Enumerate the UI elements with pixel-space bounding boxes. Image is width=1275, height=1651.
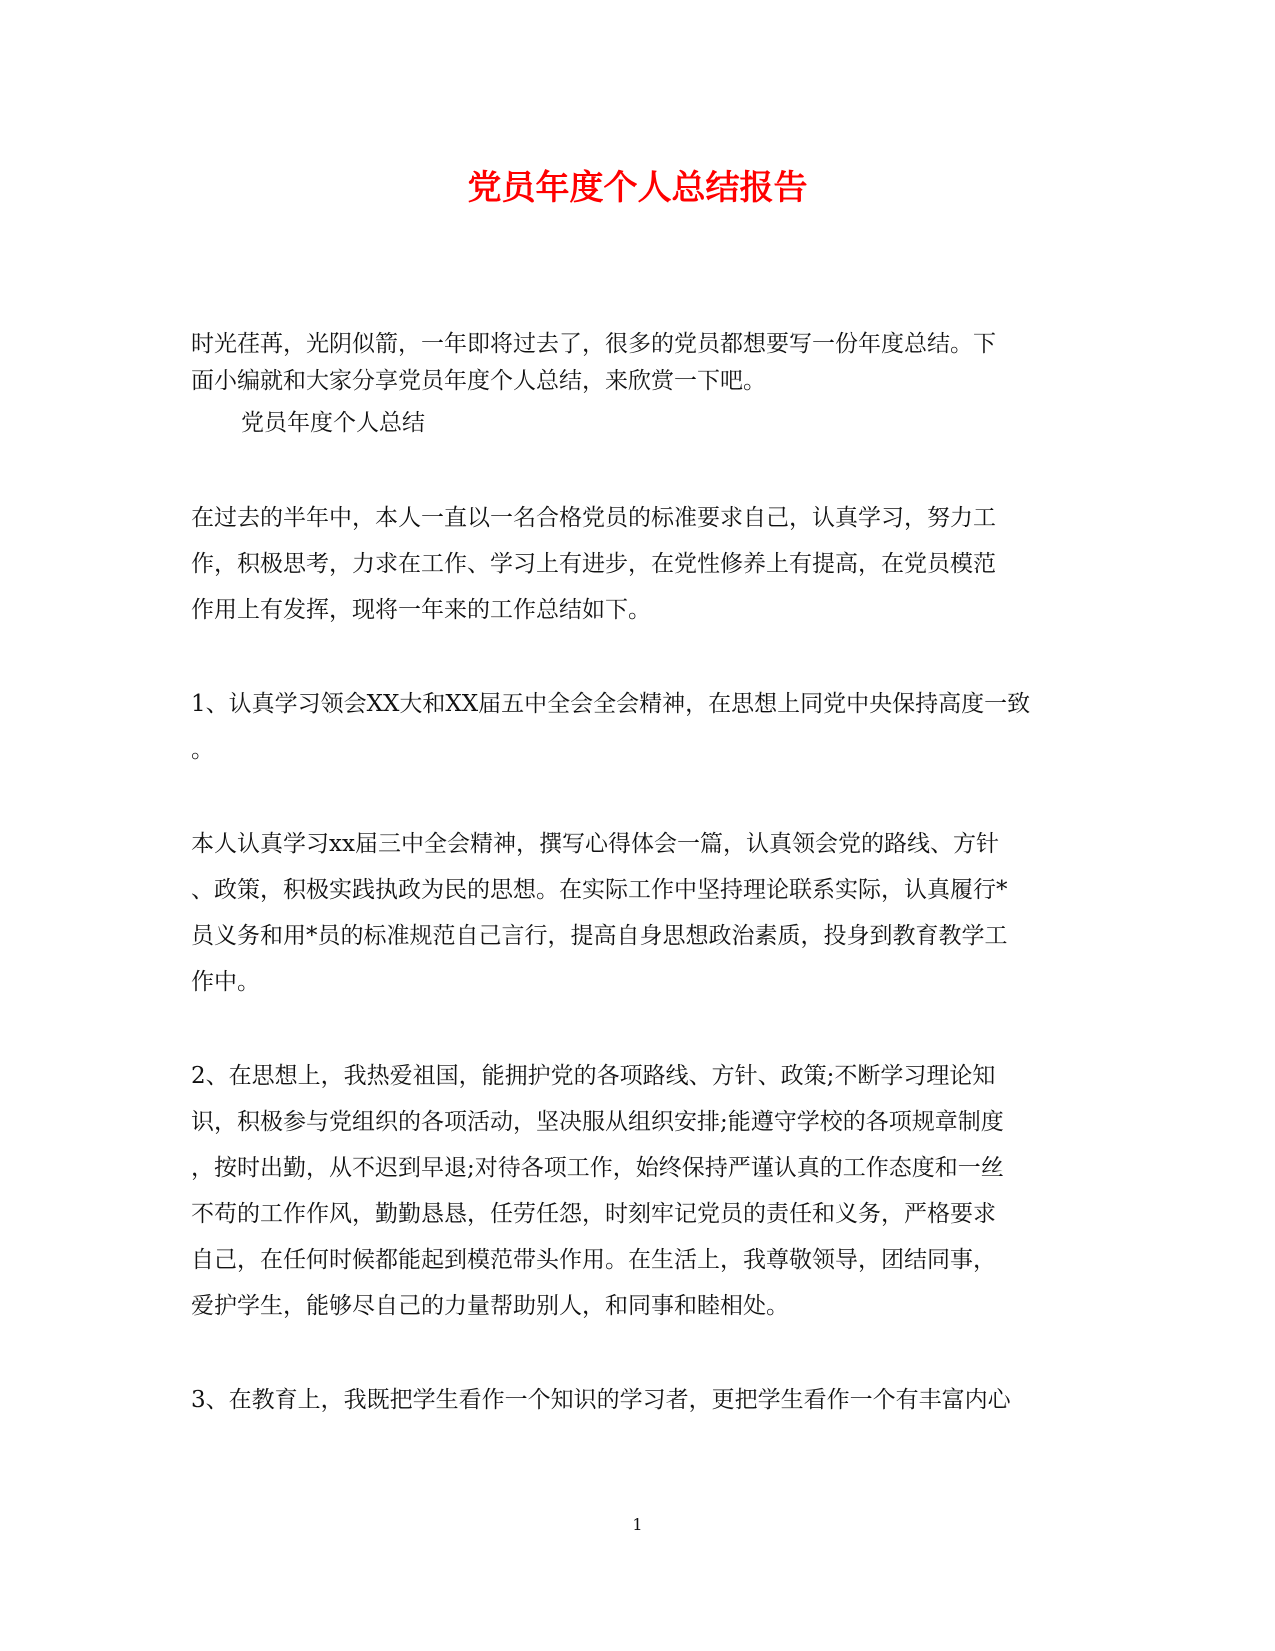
- section-heading: 党员年度个人总结: [241, 410, 425, 436]
- body-line: 2、在思想上，我热爱祖国，能拥护党的各项路线、方针、政策;不断学习理论知: [191, 1063, 996, 1089]
- body-line: 1、认真学习领会XX大和XX届五中全会全会精神，在思想上同党中央保持高度一致: [191, 691, 1031, 717]
- body-line: 作用上有发挥，现将一年来的工作总结如下。: [191, 597, 651, 623]
- body-line: 作，积极思考，力求在工作、学习上有进步，在党性修养上有提高，在党员模范: [191, 551, 996, 577]
- body-line: 自己，在任何时候都能起到模范带头作用。在生活上，我尊敬领导，团结同事，: [191, 1247, 996, 1273]
- document-title: 党员年度个人总结报告: [467, 168, 808, 208]
- body-line: 员义务和用*员的标准规范自己言行，提高自身思想政治素质，投身到教育教学工: [191, 923, 1008, 949]
- body-line: ，按时出勤，从不迟到早退;对待各项工作，始终保持严谨认真的工作态度和一丝: [191, 1155, 1004, 1181]
- body-line: 在过去的半年中，本人一直以一名合格党员的标准要求自己，认真学习，努力工: [191, 505, 996, 531]
- page-number: 1: [632, 1515, 643, 1534]
- body-line: 面小编就和大家分享党员年度个人总结，来欣赏一下吧。: [191, 368, 766, 394]
- body-line: 不苟的工作作风，勤勤恳恳，任劳任怨，时刻牢记党员的责任和义务，严格要求: [191, 1201, 996, 1227]
- body-line: 识，积极参与党组织的各项活动，坚决服从组织安排;能遵守学校的各项规章制度: [191, 1109, 1004, 1135]
- body-line: 3、在教育上，我既把学生看作一个知识的学习者，更把学生看作一个有丰富内心: [191, 1387, 1011, 1413]
- body-line: 爱护学生，能够尽自己的力量帮助别人，和同事和睦相处。: [191, 1293, 789, 1319]
- body-line: 时光荏苒，光阴似箭，一年即将过去了，很多的党员都想要写一份年度总结。下: [191, 331, 996, 357]
- body-line: 本人认真学习xx届三中全会精神，撰写心得体会一篇，认真领会党的路线、方针: [191, 831, 999, 857]
- body-line: 作中。: [191, 969, 260, 995]
- body-line: 、政策，积极实践执政为民的思想。在实际工作中坚持理论联系实际，认真履行*: [191, 877, 1008, 903]
- body-line: 。: [191, 737, 214, 763]
